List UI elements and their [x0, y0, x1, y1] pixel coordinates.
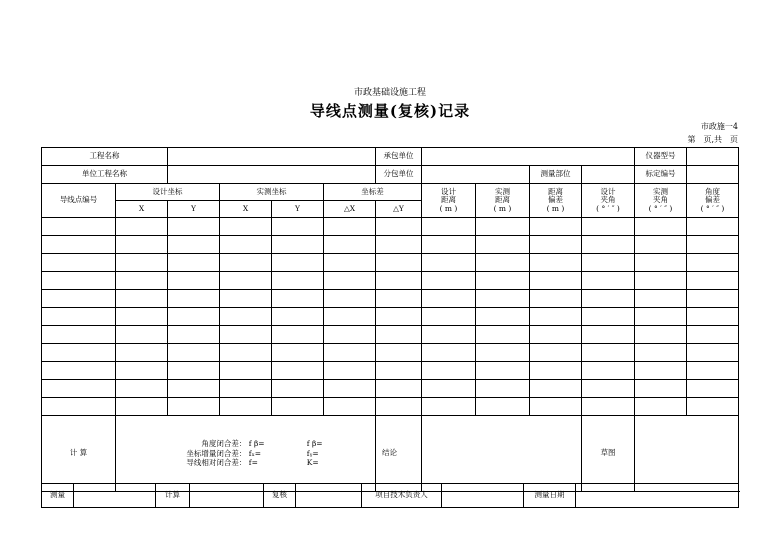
data-rows [42, 218, 739, 416]
table-cell[interactable] [530, 362, 582, 380]
table-cell[interactable] [635, 380, 687, 398]
sketch-field[interactable] [635, 416, 739, 492]
table-cell[interactable] [324, 290, 376, 308]
table-cell[interactable] [116, 380, 168, 398]
table-cell[interactable] [422, 344, 476, 362]
table-cell[interactable] [324, 344, 376, 362]
tech-lead-field[interactable] [442, 484, 524, 508]
table-cell[interactable] [530, 344, 582, 362]
table-cell[interactable] [582, 254, 635, 272]
page-label-3: 页 [730, 135, 738, 144]
table-cell[interactable] [687, 254, 739, 272]
subcontractor-label: 分包单位 [376, 166, 422, 184]
angle-closure-b: f β= [306, 439, 323, 449]
survey-part-field[interactable] [582, 166, 635, 184]
table-cell[interactable] [376, 236, 422, 254]
coord-closure-label: 坐标增量闭合差： [186, 448, 247, 458]
contractor-field[interactable] [422, 148, 635, 166]
table-cell[interactable] [635, 308, 687, 326]
table-cell[interactable] [530, 308, 582, 326]
table-cell[interactable] [376, 218, 422, 236]
table-cell[interactable] [582, 308, 635, 326]
table-cell[interactable] [272, 326, 324, 344]
col-coord-diff: 坐标差 [324, 184, 422, 201]
table-cell[interactable] [476, 254, 530, 272]
table-cell[interactable] [476, 344, 530, 362]
table-cell[interactable] [530, 254, 582, 272]
table-cell[interactable] [476, 218, 530, 236]
angle-closure-a: f β= [248, 439, 265, 449]
table-cell[interactable] [324, 308, 376, 326]
instrument-model-field[interactable] [687, 148, 739, 166]
table-cell[interactable] [220, 398, 272, 416]
table-row [42, 326, 739, 344]
surveyor-label: 测量 [42, 484, 74, 508]
col-measured-distance: 实测 距离 ( m ) [476, 184, 530, 218]
table-cell[interactable] [476, 290, 530, 308]
table-cell[interactable] [687, 362, 739, 380]
table-cell[interactable] [116, 290, 168, 308]
table-cell[interactable] [376, 308, 422, 326]
table-cell[interactable] [376, 272, 422, 290]
calibration-no-label: 标定编号 [635, 166, 687, 184]
table-row [42, 254, 739, 272]
col-design-coords: 设计坐标 [116, 184, 220, 201]
table-cell[interactable] [220, 272, 272, 290]
sketch-label: 草图 [582, 416, 635, 492]
table-cell[interactable] [324, 362, 376, 380]
calc-formulas[interactable] [116, 416, 376, 492]
table-cell[interactable] [582, 272, 635, 290]
table-cell[interactable] [422, 362, 476, 380]
table-cell[interactable] [422, 272, 476, 290]
table-cell[interactable] [168, 362, 220, 380]
table-cell[interactable] [530, 272, 582, 290]
table-cell[interactable] [116, 218, 168, 236]
table-cell[interactable] [476, 380, 530, 398]
table-row [42, 290, 739, 308]
table-cell[interactable] [376, 344, 422, 362]
table-cell[interactable] [635, 326, 687, 344]
survey-date-field[interactable] [576, 484, 739, 508]
table-cell[interactable] [530, 218, 582, 236]
table-cell[interactable] [635, 272, 687, 290]
table-cell[interactable] [422, 290, 476, 308]
survey-part-label: 测量部位 [530, 166, 582, 184]
table-cell[interactable] [42, 236, 116, 254]
table-cell[interactable] [272, 362, 324, 380]
table-row [42, 398, 739, 416]
table-cell[interactable] [422, 218, 476, 236]
table-cell[interactable] [376, 398, 422, 416]
table-cell[interactable] [422, 398, 476, 416]
calculator-label: 计算 [156, 484, 190, 508]
table-cell[interactable] [422, 326, 476, 344]
table-cell[interactable] [324, 272, 376, 290]
table-cell[interactable] [42, 218, 116, 236]
table-cell[interactable] [220, 362, 272, 380]
form-subtitle: 市政基础设施工程 [353, 88, 426, 98]
table-cell[interactable] [582, 218, 635, 236]
col-angle-deviation: 角度 偏差 ( ° ′ ″ ) [687, 184, 739, 218]
table-cell[interactable] [687, 326, 739, 344]
col-delta-y: △Y [376, 201, 422, 218]
table-cell[interactable] [220, 236, 272, 254]
table-cell[interactable] [582, 398, 635, 416]
table-cell[interactable] [530, 326, 582, 344]
reviewer-field[interactable] [296, 484, 362, 508]
table-cell[interactable] [582, 362, 635, 380]
table-cell[interactable] [272, 254, 324, 272]
table-cell[interactable] [272, 236, 324, 254]
table-cell[interactable] [220, 290, 272, 308]
table-cell[interactable] [324, 380, 376, 398]
col-distance-deviation: 距离 偏差 ( m ) [530, 184, 582, 218]
table-cell[interactable] [272, 344, 324, 362]
table-cell[interactable] [116, 326, 168, 344]
table-cell[interactable] [220, 254, 272, 272]
table-cell[interactable] [116, 272, 168, 290]
table-cell[interactable] [116, 344, 168, 362]
table-cell[interactable] [324, 236, 376, 254]
table-cell[interactable] [272, 290, 324, 308]
project-name-field[interactable] [168, 148, 376, 166]
table-cell[interactable] [220, 218, 272, 236]
table-cell[interactable] [116, 236, 168, 254]
table-cell[interactable] [582, 380, 635, 398]
table-cell[interactable] [376, 362, 422, 380]
table-row [42, 362, 739, 380]
table-cell[interactable] [687, 218, 739, 236]
col-measured-angle: 实测 夹角 ( ° ′ ″ ) [635, 184, 687, 218]
table-cell[interactable] [635, 218, 687, 236]
table-cell[interactable] [324, 218, 376, 236]
project-name-label: 工程名称 [42, 148, 168, 166]
table-cell[interactable] [116, 398, 168, 416]
table-row [42, 308, 739, 326]
table-cell[interactable] [116, 362, 168, 380]
table-cell[interactable] [168, 308, 220, 326]
table-cell[interactable] [687, 272, 739, 290]
table-cell[interactable] [272, 398, 324, 416]
page-label-2: 页,共 [703, 135, 722, 144]
table-cell[interactable] [42, 380, 116, 398]
table-cell[interactable] [530, 290, 582, 308]
table-cell[interactable] [324, 326, 376, 344]
table-row [42, 218, 739, 236]
table-cell[interactable] [687, 236, 739, 254]
calc-label: 计 算 [42, 416, 116, 492]
table-cell[interactable] [168, 272, 220, 290]
col-design-y: Y [168, 201, 220, 218]
instrument-model-label: 仪器型号 [635, 148, 687, 166]
table-cell[interactable] [582, 344, 635, 362]
table-cell[interactable] [476, 326, 530, 344]
table-cell[interactable] [168, 380, 220, 398]
table-cell[interactable] [42, 398, 116, 416]
table-cell[interactable] [168, 218, 220, 236]
table-cell[interactable] [168, 344, 220, 362]
form-title: 导线点测量(复核)记录 [309, 102, 471, 120]
col-design-distance: 设计 距离 ( m ) [422, 184, 476, 218]
col-design-angle: 设计 夹角 ( ° ′ ″ ) [582, 184, 635, 218]
angle-closure-label: 角度闭合差： [201, 439, 247, 449]
table-cell[interactable] [168, 236, 220, 254]
table-cell[interactable] [635, 290, 687, 308]
table-row [42, 344, 739, 362]
page-info [687, 134, 738, 145]
table-cell[interactable] [42, 272, 116, 290]
subcontractor-field[interactable] [422, 166, 530, 184]
table-cell[interactable] [42, 326, 116, 344]
table-cell[interactable] [324, 398, 376, 416]
col-delta-x: △X [324, 201, 376, 218]
table-cell[interactable] [687, 380, 739, 398]
table-cell[interactable] [422, 254, 476, 272]
table-cell[interactable] [220, 326, 272, 344]
table-row [42, 272, 739, 290]
table-cell[interactable] [168, 254, 220, 272]
table-cell[interactable] [168, 398, 220, 416]
table-cell[interactable] [168, 290, 220, 308]
table-cell[interactable] [220, 344, 272, 362]
table-cell[interactable] [687, 398, 739, 416]
unit-project-field[interactable] [168, 166, 376, 184]
relative-closure-b: K= [306, 458, 319, 468]
table-cell[interactable] [220, 308, 272, 326]
table-cell[interactable] [42, 254, 116, 272]
calculator-field[interactable] [190, 484, 264, 508]
form-number: 市政施一4 [700, 122, 738, 131]
conclusion-label: 结论 [376, 416, 422, 492]
table-cell[interactable] [422, 236, 476, 254]
table-cell[interactable] [476, 362, 530, 380]
table-cell[interactable] [422, 380, 476, 398]
table-cell[interactable] [530, 398, 582, 416]
table-cell[interactable] [168, 326, 220, 344]
table-cell[interactable] [422, 308, 476, 326]
table-cell[interactable] [476, 236, 530, 254]
table-cell[interactable] [376, 254, 422, 272]
coord-closure-a: fₓ= [248, 448, 262, 458]
table-cell[interactable] [635, 398, 687, 416]
table-cell[interactable] [376, 326, 422, 344]
unit-project-label: 单位工程名称 [42, 166, 168, 184]
table-cell[interactable] [116, 308, 168, 326]
table-cell[interactable] [42, 362, 116, 380]
col-point-no: 导线点编号 [42, 184, 116, 218]
col-design-x: X [116, 201, 168, 218]
table-cell[interactable] [324, 254, 376, 272]
table-cell[interactable] [687, 290, 739, 308]
table-cell[interactable] [116, 254, 168, 272]
surveyor-field[interactable] [74, 484, 156, 508]
tech-lead-label: 项目技术负责人 [362, 484, 442, 508]
col-measured-y: Y [272, 201, 324, 218]
table-cell[interactable] [376, 380, 422, 398]
table-cell[interactable] [42, 290, 116, 308]
table-cell[interactable] [582, 326, 635, 344]
table-cell[interactable] [272, 308, 324, 326]
table-cell[interactable] [42, 344, 116, 362]
table-cell[interactable] [530, 236, 582, 254]
table-cell[interactable] [687, 344, 739, 362]
table-cell[interactable] [635, 236, 687, 254]
coord-closure-b: fᵧ= [306, 448, 319, 458]
conclusion-field[interactable] [422, 416, 582, 492]
table-cell[interactable] [687, 308, 739, 326]
contractor-label: 承包单位 [376, 148, 422, 166]
table-cell[interactable] [530, 380, 582, 398]
col-measured-coords: 实测坐标 [220, 184, 324, 201]
table-cell[interactable] [272, 272, 324, 290]
table-cell[interactable] [42, 308, 116, 326]
relative-closure-a: f= [248, 458, 258, 468]
table-cell[interactable] [272, 380, 324, 398]
table-cell[interactable] [635, 254, 687, 272]
table-cell[interactable] [476, 272, 530, 290]
table-cell[interactable] [476, 308, 530, 326]
reviewer-label: 复核 [264, 484, 296, 508]
table-cell[interactable] [635, 344, 687, 362]
table-cell[interactable] [582, 236, 635, 254]
table-cell[interactable] [220, 380, 272, 398]
survey-date-label: 测量日期 [524, 484, 576, 508]
table-cell[interactable] [376, 290, 422, 308]
survey-record-table [41, 147, 739, 492]
table-cell[interactable] [476, 398, 530, 416]
page-label-1: 第 [687, 135, 696, 144]
table-cell[interactable] [582, 290, 635, 308]
calibration-no-field[interactable] [687, 166, 739, 184]
relative-closure-label: 导线相对闭合差： [186, 458, 247, 468]
table-cell[interactable] [635, 362, 687, 380]
table-row [42, 380, 739, 398]
signature-table [41, 483, 739, 508]
col-measured-x: X [220, 201, 272, 218]
table-row [42, 236, 739, 254]
table-cell[interactable] [272, 218, 324, 236]
